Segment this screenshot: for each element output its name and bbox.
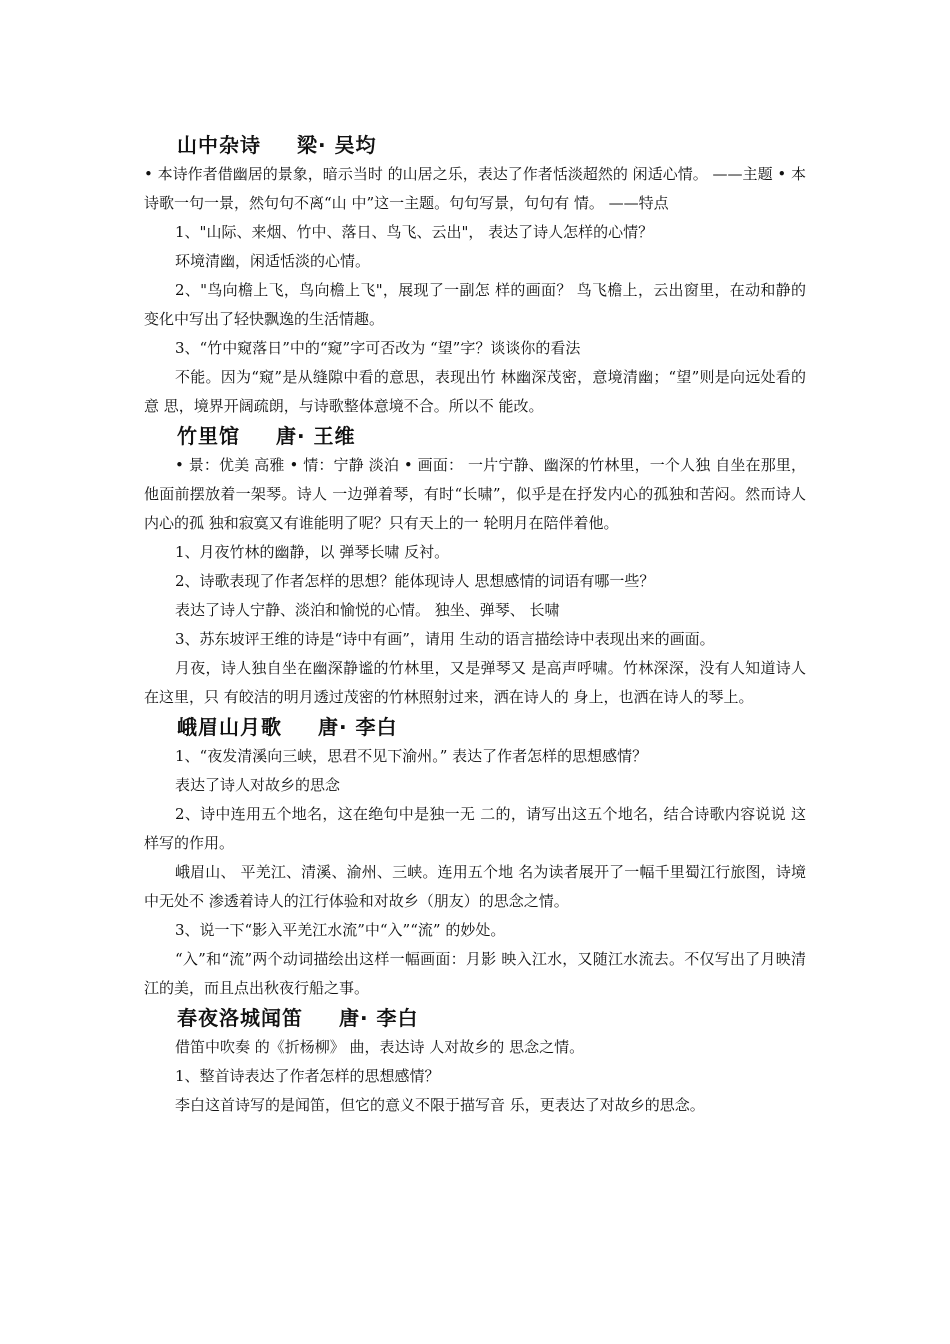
paragraph: 2、"鸟向檐上飞，鸟向檐上飞"，展现了一副怎 样的画面？ 鸟飞檐上，云出窗里，在动和静的变化中写出了轻快飘逸的生活情趣。 (144, 281, 806, 328)
paragraph: 2、诗中连用五个地名，这在绝句中是独一无 二的，请写出这五个地名，结合诗歌内容说说 这样写的作用。 (144, 805, 806, 852)
paragraph: 表达了诗人对故乡的思念 (175, 776, 341, 794)
poem-author: 唐· 李白 (339, 1006, 419, 1030)
paragraph: 不能。因为“窥”是从缝隙中看的意思，表现出竹 林幽深茂密，意境清幽；“望”则是向远处看的意 思，境界开阔疏朗，与诗歌整体意境不合。所以不 能改。 (144, 368, 806, 415)
paragraph: 李白这首诗写的是闻笛，但它的意义不限于描写音 乐，更表达了对故乡的思念。 (175, 1096, 705, 1114)
paragraph: 借笛中吹奏 的《折杨柳》 曲，表达诗 人对故乡的 思念之情。 (175, 1038, 585, 1056)
paragraph: • 本诗作者借幽居的景象，暗示当时 的山居之乐，表达了作者恬淡超然的 闲适心情。 ——主题 • 本诗歌一句一景，然句句不离“山 中”这一主题。句句写景，句句有 情。 ——特点 (144, 165, 806, 212)
section-title (144, 1003, 806, 1033)
paragraph: 3、“竹中窥落日”中的“窥”字可否改为 “望”字？谈谈你的看法 (175, 339, 581, 357)
paragraph: 1、整首诗表达了作者怎样的思想感情？ (175, 1067, 440, 1085)
section-title (144, 421, 806, 451)
poem-title: 山中杂诗 (177, 133, 261, 157)
poem-title: 春夜洛城闻笛 (177, 1006, 303, 1030)
paragraph: 3、说一下“影入平羌江水流”中“入”“流” 的妙处。 (175, 921, 506, 939)
document-body (144, 130, 806, 1120)
poem-title: 竹里馆 (177, 424, 240, 448)
section-title (144, 712, 806, 742)
poem-title: 峨眉山月歌 (177, 715, 282, 739)
paragraph: 2、诗歌表现了作者怎样的思想？能体现诗人 思想感情的词语有哪一些？ (175, 572, 655, 590)
paragraph: 1、“夜发清溪向三峡，思君不见下渝州。” 表达了作者怎样的思想感情？ (175, 747, 648, 765)
paragraph: 1、月夜竹林的幽静，以 弹琴长啸 反衬。 (175, 543, 450, 561)
paragraph: 3、苏东坡评王维的诗是“诗中有画”，请用 生动的语言描绘诗中表现出来的画面。 (175, 630, 715, 648)
paragraph: 环境清幽，闲适恬淡的心情。 (175, 252, 371, 270)
paragraph: 峨眉山、 平羌江、清溪、渝州、三峡。连用五个地 名为读者展开了一幅千里蜀江行旅图，诗境中无处不 渗透着诗人的江行体验和对故乡（朋友）的思念之情。 (144, 863, 806, 910)
paragraph: 1、"山际、来烟、竹中、落日、鸟飞、云出"， 表达了诗人怎样的心情？ (175, 223, 654, 241)
paragraph: • 景：优美 高雅 • 情：宁静 淡泊 • 画面： 一片宁静、幽深的竹林里，一个人独 自坐在那里，他面前摆放着一架琴。诗人 一边弹着琴，有时“长啸”，似乎是在抒发内心的孤独和苦闷。然而诗人内心的孤 独和寂寞又有谁能明了呢？只有天上的一 轮明月在陪伴着他。 (144, 456, 806, 532)
paragraph: “入”和“流”两个动词描绘出这样一幅画面：月影 映入江水，又随江水流去。不仅写出了月映清江的美，而且点出秋夜行船之事。 (144, 950, 806, 997)
paragraph: 月夜，诗人独自坐在幽深静谧的竹林里，又是弹琴又 是高声呼啸。竹林深深，没有人知道诗人在这里，只 有皎洁的明月透过茂密的竹林照射过来，洒在诗人的 身上，也洒在诗人的琴上。 (144, 659, 806, 706)
section-title (144, 130, 806, 160)
paragraph: 表达了诗人宁静、淡泊和愉悦的心情。 独坐、弹琴、 长啸 (175, 601, 560, 619)
poem-author: 唐· 王维 (276, 424, 356, 448)
poem-author: 唐· 李白 (318, 715, 398, 739)
poem-author: 梁· 吴均 (297, 133, 377, 157)
